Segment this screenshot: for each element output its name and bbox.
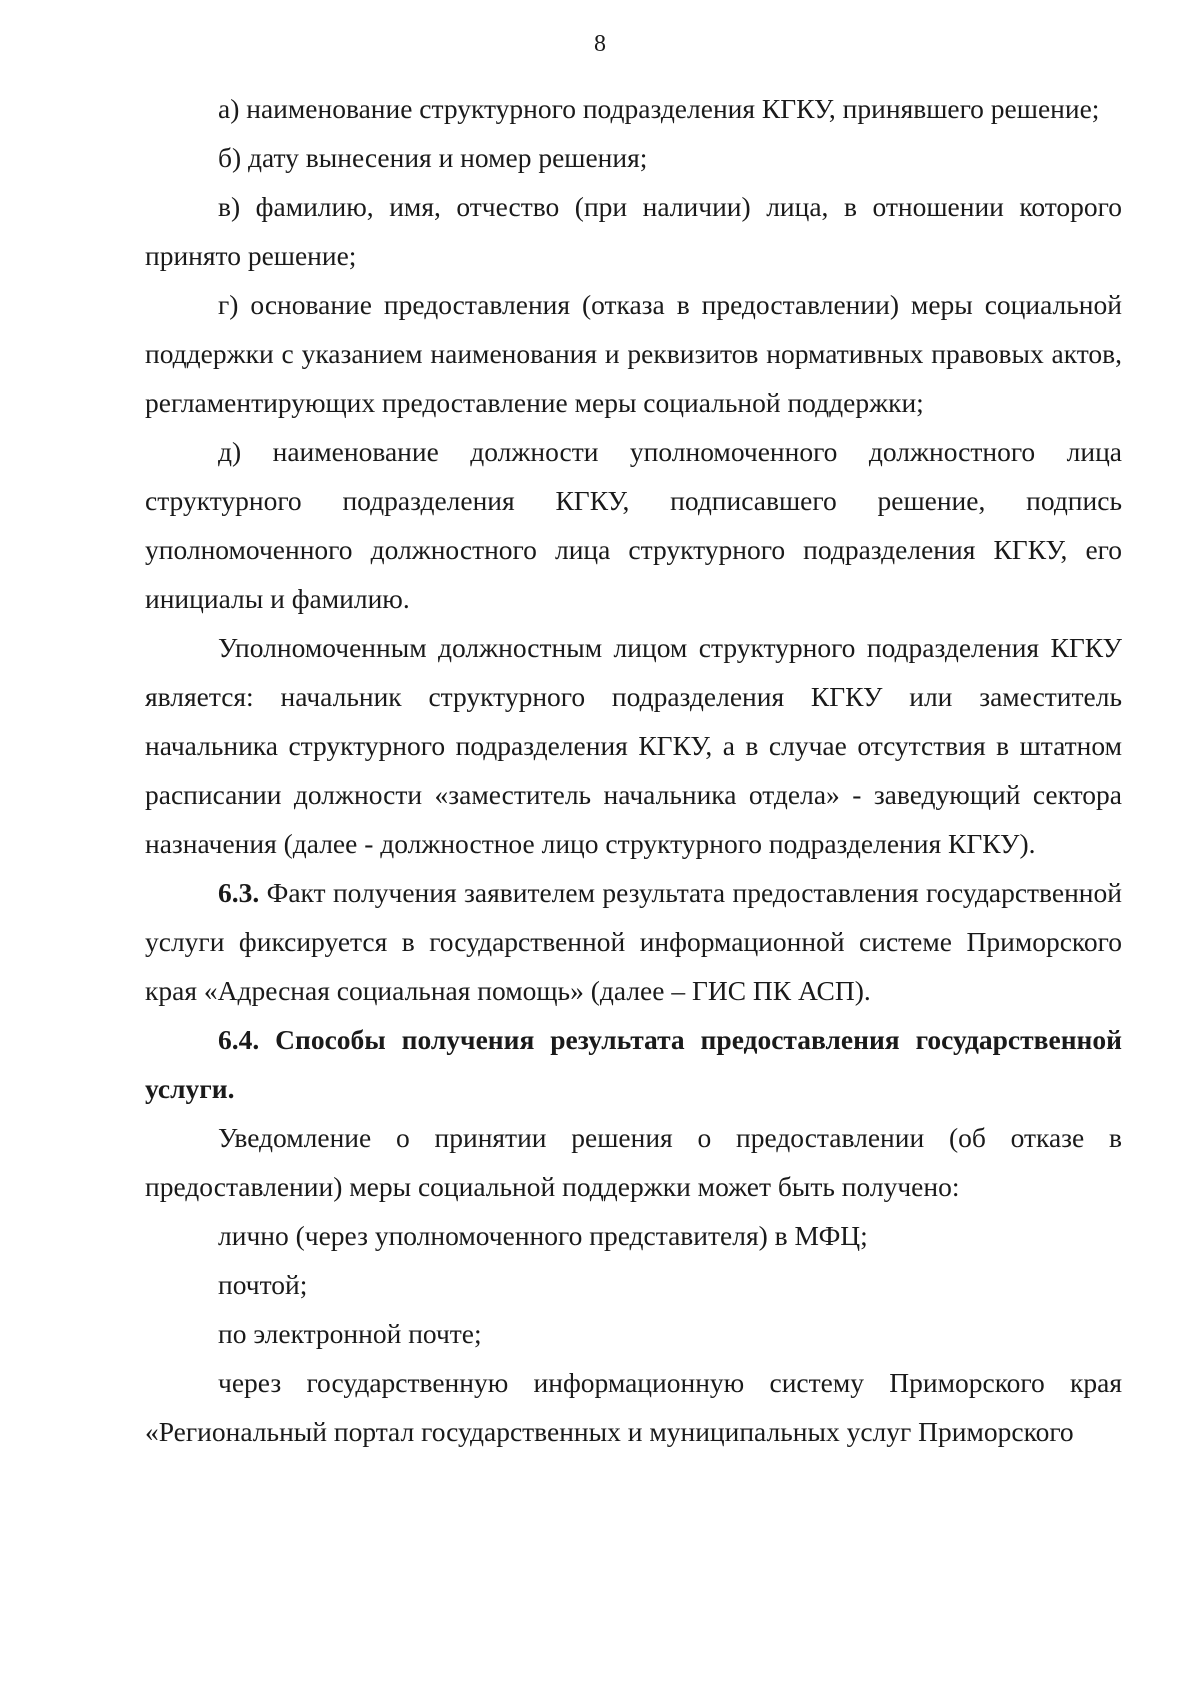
- paragraph-item-v: в) фамилию, имя, отчество (при наличии) лица, в отношении которого принято решение;: [145, 191, 1122, 271]
- section-6-3-label: 6.3.: [218, 877, 260, 908]
- paragraph-method-portal: через государственную информационную систему Приморского края «Региональный портал государственных и муниципальных услуг Приморского: [145, 1367, 1122, 1447]
- paragraph-item-g: г) основание предоставления (отказа в предоставлении) меры социальной поддержки с указанием наименования и реквизитов нормативных правовых актов, регламентирующих предоставление меры социальной поддержки;: [145, 289, 1122, 418]
- paragraph-authorized-official: Уполномоченным должностным лицом структурного подразделения КГКУ является: начальник структурного подразделения КГКУ или заместитель начальника структурного подразделения КГКУ, а в случае отсутствия в штатном расписании должности «заместитель начальника отдела» - заведующий сектора назначения (далее - должностное лицо структурного подразделения КГКУ).: [145, 632, 1122, 859]
- section-6-3-text: Факт получения заявителем результата предоставления государственной услуги фиксируется в государственной информационной системе Приморского края «Адресная социальная помощь» (далее – ГИС ПК АСП).: [145, 877, 1122, 1006]
- paragraph-section-6-3: [145, 868, 1122, 1015]
- section-6-4-heading: 6.4. Способы получения результата предоставления государственной услуги.: [145, 1024, 1122, 1104]
- page-number: 8: [594, 31, 606, 57]
- paragraph-notification: Уведомление о принятии решения о предоставлении (об отказе в предоставлении) меры социальной поддержки может быть получено:: [145, 1122, 1122, 1202]
- paragraph-item-d: д) наименование должности уполномоченного должностного лица структурного подразделения КГКУ, подписавшего решение, подпись уполномоченного должностного лица структурного подразделения КГКУ, его инициалы и фамилию.: [145, 436, 1122, 614]
- paragraph-method-email: по электронной почте;: [218, 1318, 482, 1349]
- paragraph-item-a: а) наименование структурного подразделения КГКУ, принявшего решение;: [218, 93, 1100, 124]
- paragraph-method-in-person: лично (через уполномоченного представителя) в МФЦ;: [218, 1220, 868, 1251]
- paragraph-item-b: б) дату вынесения и номер решения;: [218, 142, 648, 173]
- document-body: [145, 84, 1122, 1456]
- paragraph-method-mail: почтой;: [218, 1269, 308, 1300]
